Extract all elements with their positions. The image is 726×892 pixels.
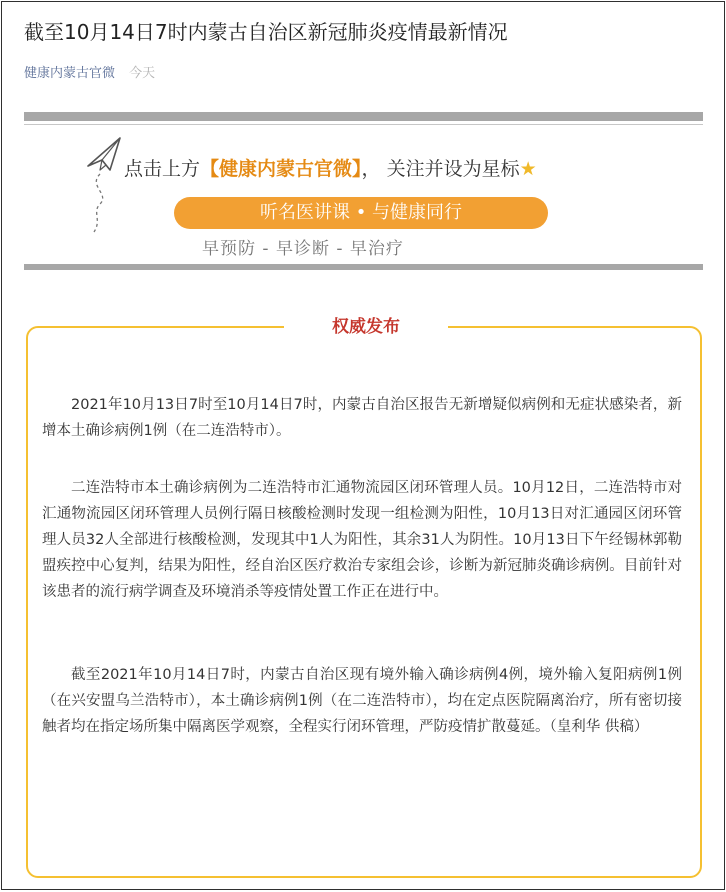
article-page <box>1 1 725 890</box>
slogan-pill: 听名医讲课 • 与健康同行 <box>174 197 548 229</box>
star-icon: ★ <box>519 158 537 180</box>
follow-suffix: ， 关注并设为星标 <box>361 158 520 180</box>
paper-plane-icon <box>86 136 126 236</box>
banner-top-bar <box>24 112 703 121</box>
follow-instruction <box>124 154 537 181</box>
article-title: 截至10月14日7时内蒙古自治区新冠肺炎疫情最新情况 <box>24 20 508 44</box>
health-slogan: 早预防 - 早诊断 - 早治疗 <box>202 239 404 259</box>
article-meta <box>24 62 155 81</box>
paragraph-case-detail: 二连浩特市本土确诊病例为二连浩特市汇通物流园区闭环管理人员。10月12日，二连浩特市对汇通物流园区闭环管理人员例行隔日核酸检测时发现一组检测为阳性，10月13日对汇通园区闭环管理人员32人全部进行核酸检测，发现其中1人为阳性，其余31人为阴性。10月13日下午经锡林郭勒盟疾控中心复判，结果为阳性，经自治区医疗救治专家组会诊，诊断为新冠肺炎确诊病例。目前针对该患者的流行病学调查及环境消杀等疫情处置工作正在进行中。 <box>42 480 682 600</box>
section-label: 权威发布 <box>284 313 448 341</box>
publish-date: 今天 <box>129 66 156 81</box>
account-link[interactable]: 健康内蒙古官微 <box>24 66 116 81</box>
banner-top-divider <box>24 124 703 125</box>
follow-banner[interactable] <box>24 112 703 270</box>
paragraph-current-status: 截至2021年10月14日7时，内蒙古自治区现有境外输入确诊病例4例，境外输入复阳病例1例（在兴安盟乌兰浩特市），本土确诊病例1例（在二连浩特市），均在定点医院隔离治疗，所有密切接触者均在指定场所集中隔离医学观察，全程实行闭环管理，严防疫情扩散蔓延。（皇利华 供稿） <box>42 667 682 735</box>
paragraph-summary: 2021年10月13日7时至10月14日7时，内蒙古自治区报告无新增疑似病例和无症状感染者，新增本土确诊病例1例（在二连浩特市）。 <box>42 397 682 439</box>
follow-prefix: 点击上方 <box>124 158 201 180</box>
banner-bottom-bar <box>24 264 703 270</box>
brand-name: 【健康内蒙古官微】 <box>200 158 362 180</box>
